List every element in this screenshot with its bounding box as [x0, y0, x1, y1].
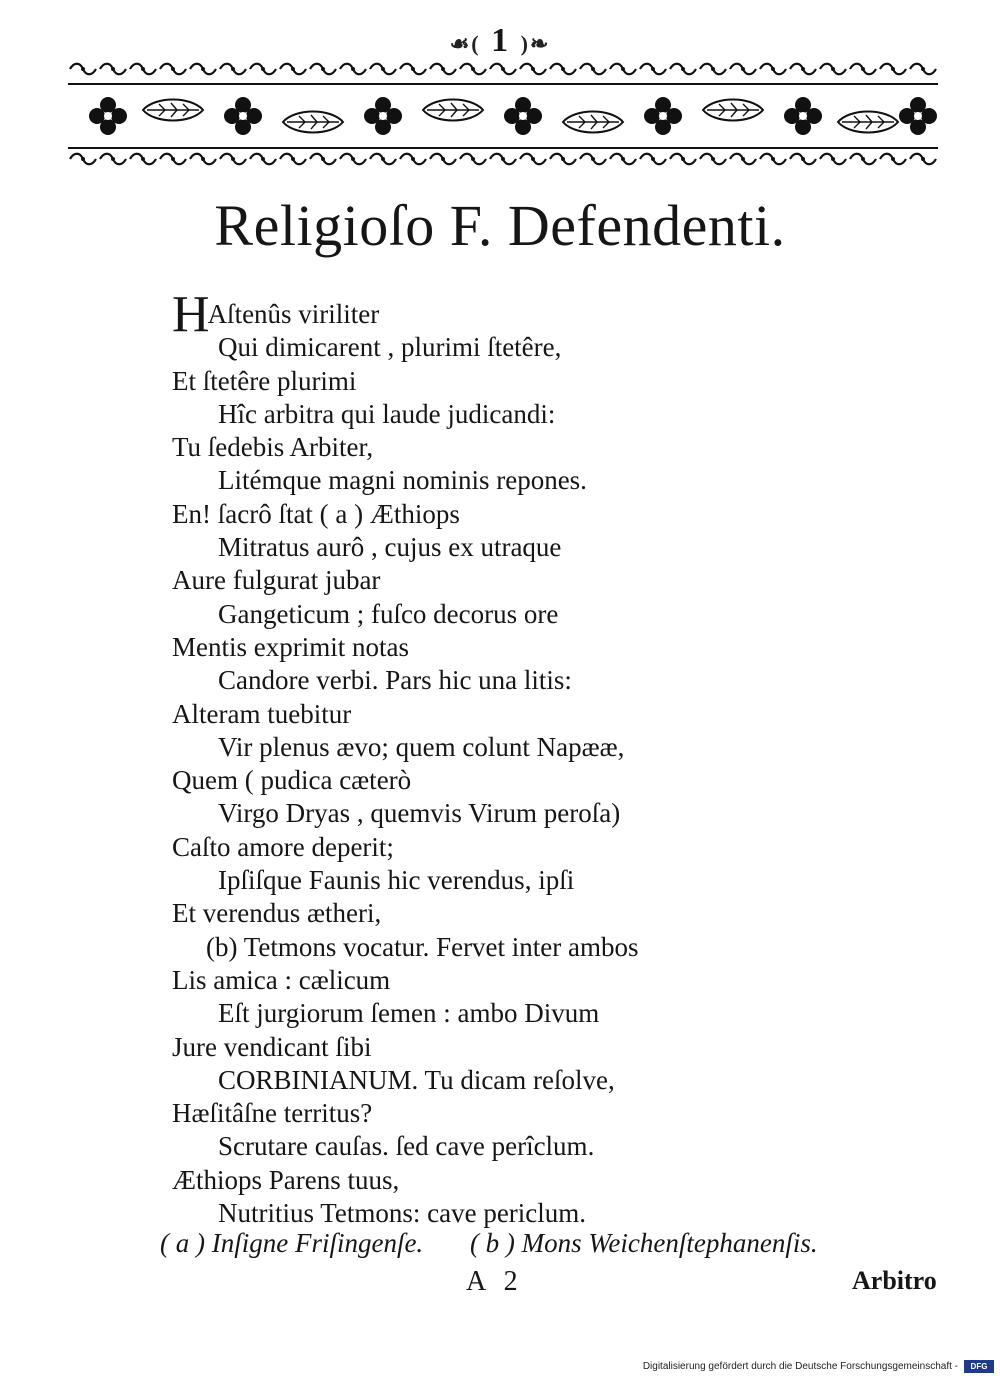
poem-line	[172, 997, 972, 1030]
poem-line	[172, 431, 972, 464]
poem-line-text: Litémque magni nominis repones.	[218, 465, 587, 496]
footnote-b: ( b ) Mons Weichenſtephanenſis.	[469, 1228, 818, 1258]
poem-line-text: Lis amica : cælicum	[172, 964, 391, 995]
poem-line	[172, 1031, 972, 1064]
poem-line	[172, 398, 972, 431]
poem-line-text: Candore verbi. Pars hic una litis:	[218, 665, 572, 696]
poem-line-text: Mitratus aurô , cujus ex utraque	[218, 532, 562, 563]
poem-line-text: Caſto amore deperit;	[172, 831, 394, 862]
poem-line-text: (b) Tetmons vocatur. Fervet inter ambos	[206, 931, 639, 962]
footnote-a: ( a ) Inſigne Friſingenſe.	[160, 1228, 424, 1258]
poem-line-text: Gangeticum ; fuſco decorus ore	[218, 598, 559, 629]
poem-line-text: Et verendus ætheri,	[172, 898, 382, 929]
poem-line	[172, 631, 972, 664]
left-flourish-icon: ☙(	[449, 31, 481, 56]
page-number: 1	[491, 22, 511, 59]
page-number-header	[420, 22, 580, 60]
poem-line-text: Virgo Dryas , quemvis Virum peroſa)	[218, 798, 621, 829]
poem-line	[172, 698, 972, 731]
poem-line-text: Aure fulgurat jubar	[172, 565, 381, 596]
poem-line-text: Vir plenus ævo; quem colunt Napææ,	[218, 731, 625, 762]
credit-text: Digitalisierung gefördert durch die Deutsche Forschungsgemeinschaft -	[642, 1361, 958, 1372]
poem-line-text: Alteram tuebitur	[172, 698, 352, 729]
dfg-logo: DFG	[964, 1360, 994, 1373]
poem-line	[172, 897, 972, 930]
poem-line	[172, 498, 972, 531]
digitization-credit	[0, 1356, 1000, 1376]
poem-line	[172, 1130, 972, 1163]
poem-line	[172, 1197, 972, 1230]
poem-line-text: Æthiops Parens tuus,	[172, 1164, 400, 1195]
poem-line	[172, 764, 972, 797]
catchword: Arbitro	[852, 1266, 937, 1295]
poem-line-text: Tu ſedebis Arbiter,	[172, 432, 374, 463]
poem-line	[172, 564, 972, 597]
poem-line	[172, 1097, 972, 1130]
poem-line	[172, 664, 972, 697]
poem-line	[172, 931, 972, 964]
poem-line	[172, 864, 972, 897]
signature-mark: A 2	[466, 1266, 524, 1297]
poem-line	[172, 731, 972, 764]
poem-line-text: Nutritius Tetmons: cave periclum.	[218, 1198, 587, 1229]
poem-line-text: Hîc arbitra qui laude judicandi:	[218, 398, 556, 429]
poem-line-text: CORBINIANUM. Tu dicam reſolve,	[218, 1064, 615, 1095]
poem-title: Religioſo F. Defendenti.	[214, 193, 786, 258]
poem-line-text: Ipſiſque Faunis hic verendus, ipſi	[218, 865, 575, 896]
poem-line-text: En! ſacrô ſtat ( a ) Æthiops	[172, 498, 460, 529]
poem-line	[172, 331, 972, 364]
drop-initial: H	[172, 286, 208, 344]
poem-line	[172, 1064, 972, 1097]
poem-line-text: Qui dimicarent , plurimi ſtetêre,	[218, 332, 562, 363]
poem-line	[172, 964, 972, 997]
poem-line-text: Jure vendicant ſibi	[172, 1031, 372, 1062]
right-flourish-icon: )❧	[520, 31, 551, 56]
poem-line-text: Eſt jurgiorum ſemen : ambo Divum	[218, 998, 600, 1029]
poem-line	[172, 531, 972, 564]
poem-line	[172, 286, 972, 344]
poem-line	[172, 464, 972, 497]
poem-line-text: Aſtenûs viriliter	[207, 299, 380, 329]
poem-line-text: Scrutare cauſas. ſed cave perîclum.	[218, 1131, 595, 1162]
poem-line-text: Et ſtetêre plurimi	[172, 365, 357, 396]
floral-headpiece-ornament	[68, 60, 938, 172]
poem-line	[172, 598, 972, 631]
poem-line	[172, 1164, 972, 1197]
footnotes	[160, 1228, 900, 1259]
poem-line-text: Mentis exprimit notas	[172, 631, 409, 662]
poem-line-text: Hæſitâſne territus?	[172, 1098, 373, 1129]
poem-line	[172, 831, 972, 864]
poem-line-text: Quem ( pudica cæterò	[172, 765, 412, 796]
poem-body	[172, 286, 972, 1230]
poem-line	[172, 365, 972, 398]
poem-line	[172, 797, 972, 830]
